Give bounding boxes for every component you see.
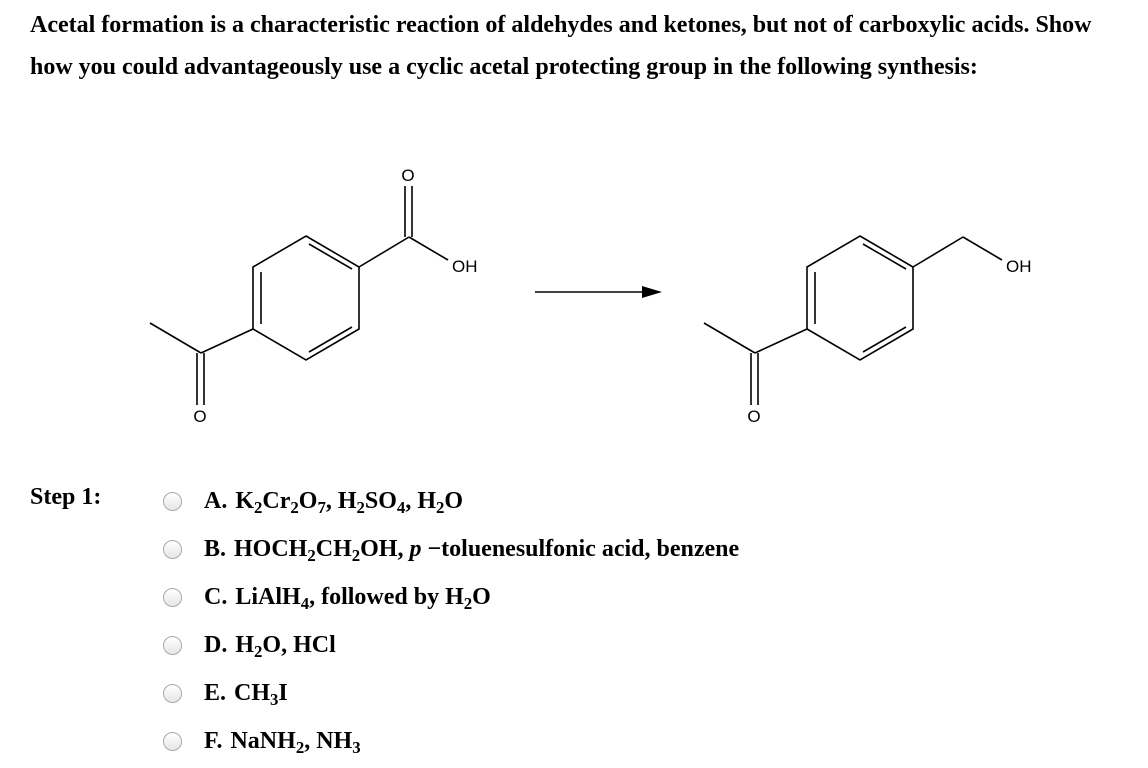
option-a-radio[interactable] xyxy=(163,492,182,511)
option-d[interactable] xyxy=(163,621,1063,669)
reactant-top-oxygen: O xyxy=(401,166,415,185)
option-letter: D. xyxy=(204,631,228,658)
reactant-structure xyxy=(150,186,448,405)
product-hydroxyl: OH xyxy=(1006,257,1032,276)
option-letter: C. xyxy=(204,583,228,610)
reaction-arrow xyxy=(535,286,662,298)
question-text: Acetal formation is a characteristic reaction of aldehydes and ketones, but not of carboxylic acids. Show how you could advantageously use a cyclic acetal protecting group in the following synthesis: xyxy=(30,12,1092,80)
option-f-radio[interactable] xyxy=(163,732,182,751)
option-d-label: D. $H_2O$, HCl xyxy=(204,631,336,661)
option-c[interactable] xyxy=(163,573,1063,621)
option-letter: B. xyxy=(204,535,227,562)
option-c-radio[interactable] xyxy=(163,588,182,607)
option-e[interactable] xyxy=(163,669,1063,717)
option-b[interactable] xyxy=(163,525,1063,573)
option-f-label: F. NaNH$_2$, $NH_3$ xyxy=(204,727,361,757)
answer-options xyxy=(163,477,1063,765)
option-e-label: E. $CH_3I$ xyxy=(204,679,288,709)
option-a-label: A. $K_2Cr_2O_7$, $H_2SO_4$, $H_2O$ xyxy=(204,487,464,517)
reactant-bottom-oxygen: O xyxy=(193,407,207,426)
reactant-hydroxyl: OH xyxy=(452,257,478,276)
option-c-label: C. LiAlH$_4$, followed by $H_2O$ xyxy=(204,583,491,613)
product-structure xyxy=(704,236,1002,405)
option-b-label: B. $HOCH_2CH_2OH$, p −toluenesulfonic acid, benzene xyxy=(204,535,740,565)
option-e-radio[interactable] xyxy=(163,684,182,703)
option-a[interactable] xyxy=(163,477,1063,525)
option-d-radio[interactable] xyxy=(163,636,182,655)
option-f[interactable] xyxy=(163,717,1063,765)
reaction-scheme xyxy=(0,150,1148,450)
option-letter: E. xyxy=(204,679,227,706)
option-letter: F. xyxy=(204,727,223,754)
step-label: Step 1: xyxy=(30,484,102,510)
option-b-radio[interactable] xyxy=(163,540,182,559)
product-bottom-oxygen: O xyxy=(747,407,761,426)
option-letter: A. xyxy=(204,487,228,514)
